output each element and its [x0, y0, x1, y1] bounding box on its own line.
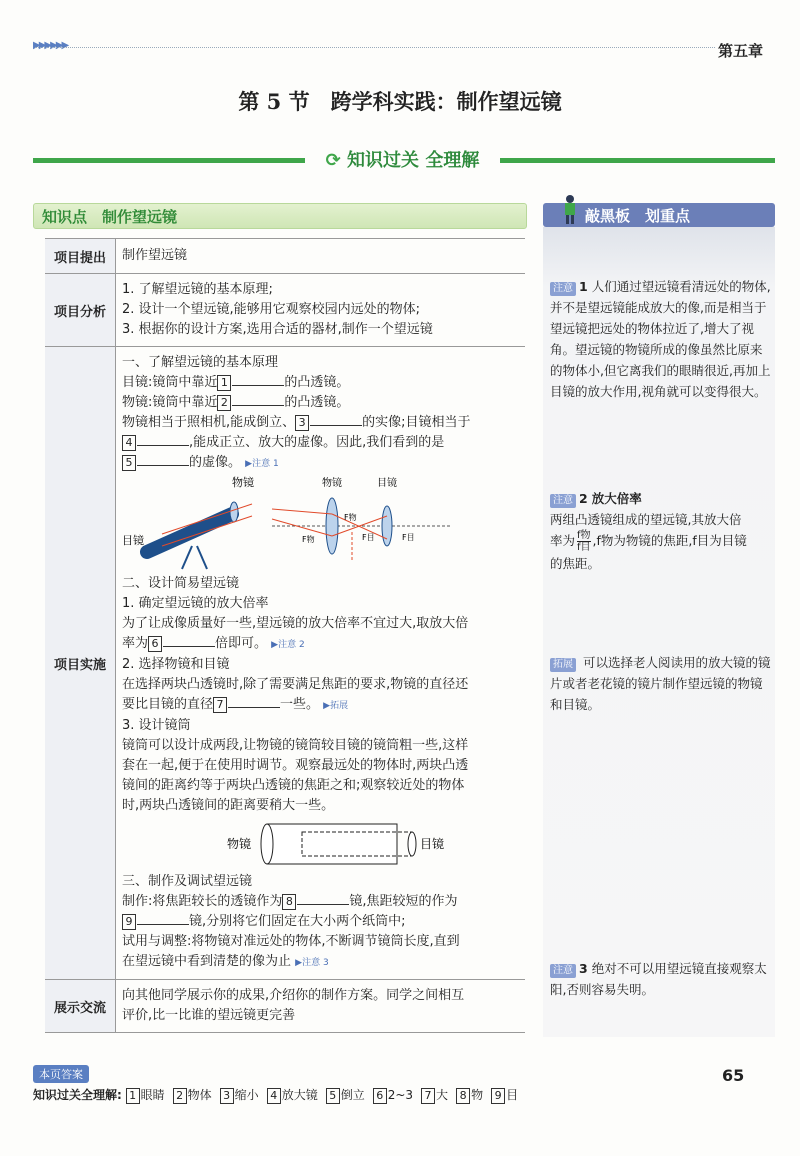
row-content: 制作望远镜: [116, 239, 526, 274]
text-line: 5 的虚像。 ▶注意 1: [122, 453, 519, 474]
answer-number: 1: [126, 1088, 140, 1104]
text-line: 时,两块凸透镜间的距离要稍大一些。: [122, 798, 335, 813]
text-line: 镜间的距离约等于两块凸透镜的焦距之和;观察较近处的物体: [122, 778, 465, 793]
text-line: 率为 6 倍即可。 ▶注意 2: [122, 636, 305, 651]
text-line: 制作:将焦距较长的透镜作为 8 镜,焦距较短的作为: [122, 894, 458, 909]
table-row: [45, 347, 525, 980]
answer-blank: [137, 465, 189, 466]
side-tab-label: 敲黑板 划重点: [585, 207, 691, 225]
note-ref: ▶注意 3: [295, 958, 329, 968]
answer-number: 4: [267, 1088, 281, 1104]
text-line: 试用与调整:将物镜对准远处的物体,不断调节镜筒长度,直到: [122, 934, 460, 949]
answer-value: 缩小: [234, 1088, 259, 1102]
row-content: [116, 980, 526, 1033]
row-label: 项目分析: [45, 274, 116, 347]
row-content: [116, 274, 526, 347]
answer-value: 放大镜: [281, 1088, 318, 1102]
fig2-fobj-label: F物: [344, 513, 357, 522]
note-ref: ▶注意 2: [271, 640, 305, 650]
ray-diagram: [272, 498, 452, 562]
row-label: 项目提出: [45, 239, 116, 274]
answer-item: [326, 1088, 365, 1102]
answer-value: 目: [506, 1088, 519, 1102]
answer-item: [220, 1088, 259, 1102]
banner-rule-right: [500, 158, 775, 163]
answer-value: 眼睛: [140, 1088, 165, 1102]
note-tag: 注意: [550, 282, 576, 296]
answer-number: 8: [456, 1088, 470, 1104]
blank-number: 8: [282, 894, 296, 910]
blank-number: 4: [122, 435, 136, 451]
side-note-extension: [550, 652, 772, 715]
answers-label: 知识过关全理解:: [33, 1088, 122, 1102]
table-row: [45, 274, 525, 347]
answers-tag: 本页答案: [33, 1065, 89, 1083]
answer-value: 物: [471, 1088, 484, 1102]
answer-blank: [232, 385, 284, 386]
text-line: 4 ,能成正立、放大的虚像。因此,我们看到的是: [122, 433, 519, 453]
text-line: 2. 选择物镜和目镜: [122, 657, 230, 672]
blank-number: 6: [148, 636, 162, 652]
answer-number: 9: [491, 1088, 505, 1104]
note-text: 可以选择老人阅读用的放大镜的镜片或者老花镜的镜片制作望远镜的物镜和目镜。: [550, 655, 771, 712]
project-table: [45, 238, 525, 1033]
answer-number: 6: [373, 1088, 387, 1104]
text-line: 物镜相当于照相机,能成倒立、 3 的实像;目镜相当于: [122, 415, 471, 430]
magnification-fraction: f物 f目: [577, 530, 591, 553]
text-line: 为了让成像质量好一些,望远镜的放大倍率不宜过大,取放大倍: [122, 616, 469, 631]
answer-item: [173, 1088, 212, 1102]
answer-item: [456, 1088, 483, 1102]
answer-blank: [310, 425, 362, 426]
subheading: 二、设计简易望远镜: [122, 576, 240, 591]
blank-number: 2: [217, 395, 231, 411]
answer-item: [421, 1088, 448, 1102]
knowledge-point-label: 知识点 制作望远镜: [42, 208, 178, 226]
answer-item: [267, 1088, 318, 1102]
side-note-3: 注意 3 绝对不可以用望远镜直接观察太阳,否则容易失明。: [550, 961, 767, 997]
text-line: 3. 设计镜筒: [122, 718, 191, 733]
banner-text: 知识过关 全理解: [347, 150, 480, 171]
answer-blank: [137, 924, 189, 925]
subheading: 一、了解望远镜的基本原理: [122, 355, 279, 370]
answers-line: [33, 1086, 526, 1104]
answer-number: 2: [173, 1088, 187, 1104]
side-tab: [543, 203, 775, 227]
answer-blank: [232, 405, 284, 406]
blank-number: 1: [217, 375, 231, 391]
chapter-label: 第五章: [718, 42, 764, 60]
row-label: 项目实施: [45, 347, 116, 980]
text-line: 1. 确定望远镜的放大倍率: [122, 596, 269, 611]
note-text: 人们通过望远镜看清远处的物体,并不是望远镜能成放大的像,而是相当于望远镜把远处的物体拉近了,增大了视角。望远镜的物镜所成的像虽然比原来的物体小,但它离我们的眼睛很近,再加上目镜的放大作用,视角就可以变得很大。: [550, 279, 771, 399]
section-banner: [305, 146, 500, 174]
telescope-figure: [122, 474, 462, 574]
page-number: 65: [722, 1066, 745, 1085]
blank-number: 5: [122, 455, 136, 471]
text-line: 镜筒可以设计成两段,让物镜的镜筒较目镜的镜筒粗一些,这样: [122, 738, 469, 753]
text-line: 目镜:镜筒中靠近 1 的凸透镜。: [122, 375, 350, 390]
row-label: 展示交流: [45, 980, 116, 1033]
note-tag: 注意: [550, 964, 576, 978]
note-text: 绝对不可以用望远镜直接观察太阳,否则容易失明。: [550, 961, 767, 997]
answer-value: 物体: [187, 1088, 212, 1102]
answer-value: 大: [436, 1088, 449, 1102]
text-line: 要比目镜的直径 7 一些。 ▶拓展: [122, 697, 349, 712]
answer-value: 倒立: [340, 1088, 365, 1102]
text-line: 物镜:镜筒中靠近 2 的凸透镜。: [122, 395, 350, 410]
text-line: 2. 设计一个望远镜,能够用它观察校园内远处的物体;: [122, 302, 421, 317]
blank-number: 3: [295, 415, 309, 431]
tube-eyepiece-label: 目镜: [420, 837, 445, 851]
blank-number: 9: [122, 914, 136, 930]
answer-value: 2~3: [387, 1088, 414, 1102]
answer-item: [373, 1088, 413, 1102]
text-line: 向其他同学展示你的成果,介绍你的制作方案。同学之间相互: [122, 988, 465, 1003]
fig2-fobj2-label: F物: [302, 535, 315, 544]
tube-objective-label: 物镜: [227, 837, 252, 851]
fig2-feye-label: F目: [362, 533, 375, 542]
fig2-eyepiece-label: 目镜: [377, 478, 397, 489]
section-title: 第 5 节 跨学科实践：制作望远镜: [238, 89, 562, 114]
table-row: [45, 239, 525, 274]
note-tag: 拓展: [550, 658, 576, 672]
subheading: 三、制作及调试望远镜: [122, 874, 253, 889]
teacher-icon: [561, 193, 579, 225]
swirl-icon: ⟳: [325, 150, 341, 171]
header-arrows: ▶▶▶▶▶▶: [33, 40, 68, 51]
text-line: 在望远镜中看到清楚的像为止 ▶注意 3: [122, 954, 329, 969]
text-line: 评价,比一比谁的望远镜更完善: [122, 1008, 296, 1023]
text-line: 在选择两块凸透镜时,除了需要满足焦距的要求,物镜的直径还: [122, 677, 469, 692]
tube-figure: [122, 816, 462, 872]
blank-number: 7: [213, 697, 227, 713]
text-line: 3. 根据你的设计方案,选用合适的器材,制作一个望远镜: [122, 322, 433, 337]
answer-blank: [228, 707, 280, 708]
banner-rule-left: [33, 158, 305, 163]
note-tag: 注意: [550, 494, 576, 508]
knowledge-point-header: [33, 203, 527, 229]
answer-item: [491, 1088, 518, 1102]
answer-blank: [137, 445, 189, 446]
answer-item: [126, 1088, 165, 1102]
table-row: [45, 980, 525, 1033]
answer-number: 3: [220, 1088, 234, 1104]
answer-number: 5: [326, 1088, 340, 1104]
note-title: 放大倍率: [591, 491, 642, 506]
fig1-objective-label: 物镜: [232, 476, 254, 489]
answer-blank: [297, 904, 349, 905]
row-content: [116, 347, 526, 980]
header-rule: [35, 47, 715, 48]
side-note-2: 注意 2 放大倍率 两组凸透镜组成的望远镜,其放大倍 率为 f物 f目 ,f物为物镜的焦距,f目为目镜 的焦距。: [550, 491, 747, 571]
answer-blank: [163, 646, 215, 647]
telescope-drawing: [147, 502, 252, 569]
note-ref: ▶注意 1: [245, 459, 279, 469]
answer-number: 7: [421, 1088, 435, 1104]
text-line: 套在一起,便于在使用时调节。观察最远处的物体时,两块凸透: [122, 758, 469, 773]
answers-list: [126, 1088, 526, 1102]
text-line: 1. 了解望远镜的基本原理;: [122, 282, 273, 297]
fig1-eyepiece-label: 目镜: [122, 534, 144, 547]
note-ref: ▶拓展: [323, 701, 349, 711]
side-note-1: 注意 1 人们通过望远镜看清远处的物体,并不是望远镜能成放大的像,而是相当于望远镜把远处的物体拉近了,增大了视角。望远镜的物镜所成的像虽然比原来的物体小,但它离我们的眼睛很近,再加上目镜的放大作用,视角就可以变得很大。: [550, 279, 771, 399]
text-line: 9 镜,分别将它们固定在大小两个纸筒中;: [122, 912, 519, 932]
fig2-feye2-label: F目: [402, 533, 415, 542]
fig2-objective-label: 物镜: [322, 478, 342, 489]
